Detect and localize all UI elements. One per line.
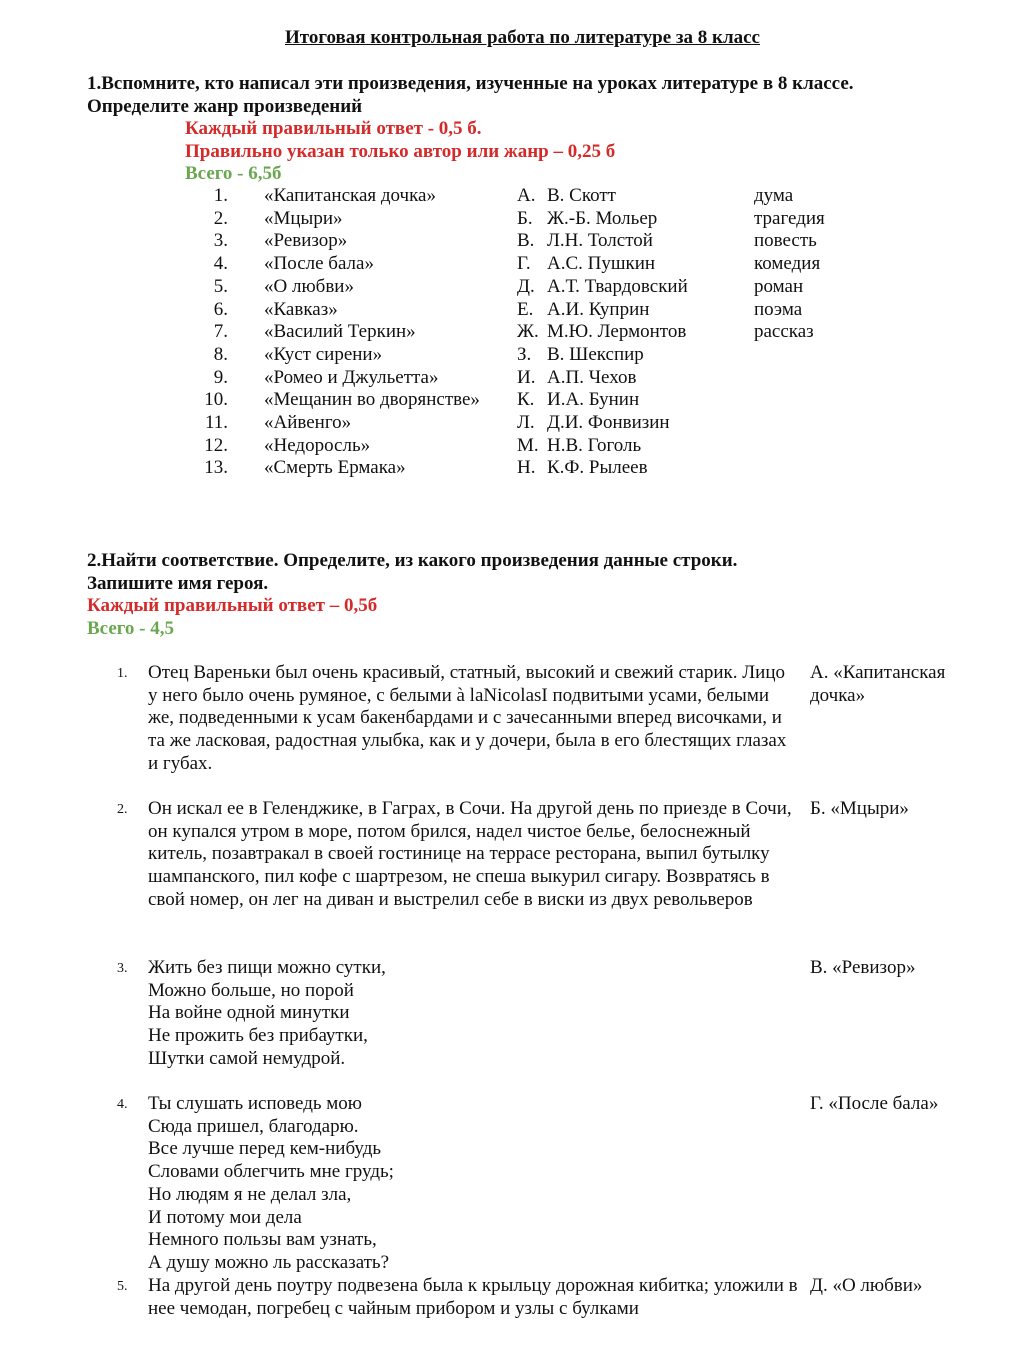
work-title: «Айвенго» xyxy=(264,412,352,434)
section2-heading-line: Запишите имя героя. xyxy=(87,572,269,594)
author-name: В. Скотт xyxy=(547,185,616,206)
row-number: 1. xyxy=(213,185,228,206)
genre: поэма xyxy=(754,298,803,320)
table-row xyxy=(190,344,825,367)
passage-number: 1. xyxy=(117,666,128,681)
genre: дума xyxy=(754,185,794,206)
table-row xyxy=(190,321,825,344)
passage-number: 3. xyxy=(117,961,128,976)
row-number: 6. xyxy=(213,298,228,320)
author-name: Л.Н. Толстой xyxy=(547,230,653,252)
row-number: 10. xyxy=(204,389,228,411)
author-letter: Б. xyxy=(517,207,533,229)
row-number: 5. xyxy=(213,275,228,297)
author-name: Д.И. Фонвизин xyxy=(547,412,670,434)
work-title: «Мцыри» xyxy=(264,207,343,229)
table-row xyxy=(190,276,825,299)
author-letter: Е. xyxy=(517,298,534,320)
genre xyxy=(754,457,825,480)
work-title: «Ревизор» xyxy=(264,230,348,252)
work-title: «О любви» xyxy=(264,275,354,297)
passage-text: Он искал ее в Геленджике, в Гаграх, в Сочи. На другой день по приезде в Сочи, он купался утром в море, потом брился, надел чистое белье, белоснежный китель, позавтракал в своей гостинице на террасе ресторана, выпил бутылку шампанского, пил кофе с шартрезом, не спеша выкурил сигару. Возвратясь в свой номер, он лег на диван и выстрелил себе в виски из двух револьверов xyxy=(148,798,792,910)
section2-heading xyxy=(87,550,737,641)
author-name: Н.В. Гоголь xyxy=(547,434,642,456)
work-title: «Кавказ» xyxy=(264,298,338,320)
section1-score-partial: Правильно указан только автор или жанр – 0,25 б xyxy=(185,140,616,162)
passage-text: Жить без пищи можно сутки, Можно больше, но порой На войне одной минутки Не прожить без прибаутки, Шутки самой немудрой. xyxy=(148,957,386,1069)
work-title: «Смерть Ермака» xyxy=(264,457,406,479)
section2-heading-line: 2.Найти соответствие. Определите, из какого произведения данные строки. xyxy=(87,550,738,571)
author-letter: Ж. xyxy=(517,321,539,343)
genre: комедия xyxy=(754,253,821,275)
author-name: А.П. Чехов xyxy=(547,366,637,388)
author-name: А.С. Пушкин xyxy=(547,253,656,275)
genre xyxy=(754,344,825,367)
work-title: «Куст сирени» xyxy=(264,343,383,365)
passage-text: Отец Вареньки был очень красивый, статный, высокий и свежий старик. Лицо у него было очень румяное, с белыми à laNicolasI подвитыми усами, белыми же, подведенными к усам бакенбардами и с зачесанными вперед височками, и та же ласковая, радостная улыбка, как и у дочери, была в его блестящих глазах и губах. xyxy=(148,662,787,774)
table-row xyxy=(190,253,825,276)
genre: рассказ xyxy=(754,321,814,343)
work-title: «Мещанин во дворянстве» xyxy=(264,389,480,411)
author-letter: Л. xyxy=(517,412,535,434)
author-letter: Д. xyxy=(517,275,535,297)
table-row xyxy=(190,230,825,253)
passage-number: 4. xyxy=(117,1097,128,1112)
section2-total: Всего - 4,5 xyxy=(87,618,175,640)
passage-answer-option: Б. «Мцыри» xyxy=(810,798,909,819)
passage-number: 2. xyxy=(117,802,128,817)
author-name: А.Т. Твардовский xyxy=(547,275,688,297)
work-title: «Недоросль» xyxy=(264,434,371,456)
author-name: Ж.-Б. Мольер xyxy=(547,207,658,229)
genre xyxy=(754,389,825,412)
passage-text: На другой день поутру подвезена была к крыльцу дорожная кибитка; уложили в нее чемодан, погребец с чайным прибором и узлы с булками xyxy=(148,1275,798,1319)
table-row xyxy=(190,367,825,390)
table-row xyxy=(190,412,825,435)
work-title: «Капитанская дочка» xyxy=(264,185,436,206)
table-row xyxy=(190,389,825,412)
genre xyxy=(754,412,825,435)
passage-number: 5. xyxy=(117,1279,128,1294)
table-row xyxy=(190,457,825,480)
author-letter: К. xyxy=(517,389,535,411)
passage-answer-option: В. «Ревизор» xyxy=(810,957,916,978)
table-row xyxy=(190,299,825,322)
section1-heading xyxy=(87,73,854,118)
section1-total: Всего - 6,5б xyxy=(185,163,282,185)
author-letter: З. xyxy=(517,343,532,365)
work-title: «После бала» xyxy=(264,253,374,275)
row-number: 13. xyxy=(204,457,228,479)
table-row xyxy=(190,435,825,458)
row-number: 9. xyxy=(213,366,228,388)
section2-score-each: Каждый правильный ответ – 0,5б xyxy=(87,595,378,617)
genre: роман xyxy=(754,275,804,297)
section1-heading-line: Определите жанр произведений xyxy=(87,95,363,117)
genre: трагедия xyxy=(754,207,825,229)
author-name: К.Ф. Рылеев xyxy=(547,457,648,479)
work-title: «Ромео и Джульетта» xyxy=(264,366,439,388)
row-number: 8. xyxy=(213,343,228,365)
author-letter: Н. xyxy=(517,457,536,479)
row-number: 3. xyxy=(213,230,228,252)
table-row xyxy=(190,185,825,208)
author-name: М.Ю. Лермонтов xyxy=(547,321,687,343)
genre xyxy=(754,367,825,390)
passage-answer-option: Д. «О любви» xyxy=(810,1275,923,1296)
author-letter: И. xyxy=(517,366,536,388)
passage-answer-option: Г. «После бала» xyxy=(810,1093,939,1114)
author-letter: А. xyxy=(517,185,536,206)
passage-text: Ты слушать исповедь мою Сюда пришел, благодарю. Все лучше перед кем-нибудь Словами облегчить мне грудь; Но людям я не делал зла, И потому мои дела Немного пользы вам узнать, А душу можно ль рассказать? xyxy=(148,1093,394,1273)
passage-answer-option: А. «Капитанская дочка» xyxy=(810,662,946,706)
author-name: И.А. Бунин xyxy=(547,389,640,411)
table-row xyxy=(190,208,825,231)
row-number: 7. xyxy=(213,321,228,343)
works-table xyxy=(190,185,825,480)
row-number: 2. xyxy=(213,207,228,229)
section1-score-each: Каждый правильный ответ - 0,5 б. xyxy=(185,118,482,139)
work-title: «Василий Теркин» xyxy=(264,321,416,343)
row-number: 4. xyxy=(213,253,228,275)
row-number: 11. xyxy=(204,412,228,434)
genre: повесть xyxy=(754,230,817,252)
row-number: 12. xyxy=(204,434,228,456)
author-letter: В. xyxy=(517,230,535,252)
author-letter: Г. xyxy=(517,253,531,275)
author-name: В. Шекспир xyxy=(547,343,644,365)
section1-heading-line: 1.Вспомните, кто написал эти произведения, изученные на уроках литературе в 8 классе. xyxy=(87,73,854,94)
document-title: Итоговая контрольная работа по литературе за 8 класс xyxy=(284,27,760,48)
genre xyxy=(754,435,825,458)
author-letter: М. xyxy=(517,434,539,456)
author-name: А.И. Куприн xyxy=(547,298,650,320)
